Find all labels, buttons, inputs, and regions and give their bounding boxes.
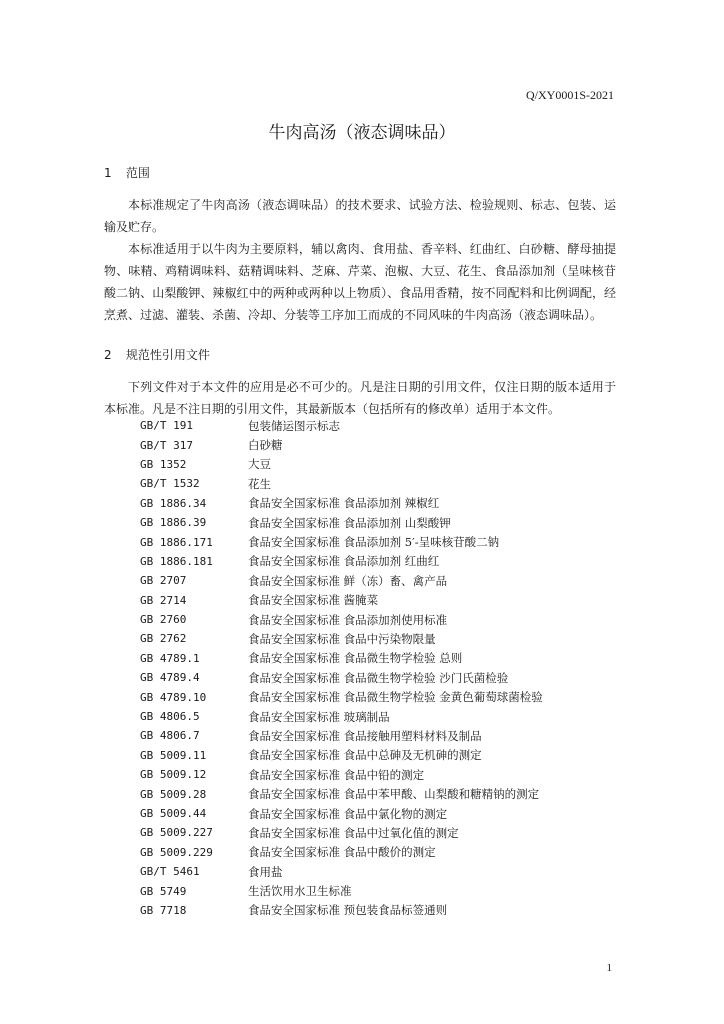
reference-item [140,494,543,513]
reference-name: 食品安全国家标准 食品中污染物限量 [248,631,436,646]
reference-item [140,707,543,726]
reference-name: 食品安全国家标准 食品微生物学检验 沙门氏菌检验 [248,670,509,685]
reference-code: GB 1352 [140,457,187,471]
reference-item [140,668,543,687]
reference-code: GB 4789.1 [140,651,200,665]
reference-code: GB 5009.229 [140,845,213,859]
reference-item [140,843,543,862]
reference-item [140,687,543,706]
reference-name: 食品安全国家标准 食品接触用塑料材料及制品 [248,728,482,743]
section-1-title: 范围 [125,166,150,180]
reference-name: 食用盐 [248,864,283,879]
reference-code: GB 4789.4 [140,671,200,685]
reference-item [140,629,543,648]
reference-code: GB 5009.227 [140,826,213,840]
reference-code: GB 1886.39 [140,516,207,530]
reference-name: 食品安全国家标准 食品中苯甲酸、山梨酸和糖精钠的测定 [248,787,540,802]
reference-name: 食品安全国家标准 鲜（冻）畜、禽产品 [248,573,448,588]
reference-code: GB/T 191 [140,419,193,433]
reference-name: 食品安全国家标准 食品添加剂 辣椒红 [248,496,440,511]
reference-code: GB 4806.7 [140,729,200,743]
reference-code: GB 5009.11 [140,748,207,762]
reference-code: GB 2707 [140,574,187,588]
reference-item [140,435,543,454]
reference-code: GB 1886.34 [140,496,207,510]
reference-code: GB/T 1532 [140,477,200,491]
reference-name: 食品安全国家标准 食品中过氧化值的测定 [248,825,459,840]
reference-name: 大豆 [248,457,271,472]
reference-code: GB 5749 [140,884,187,898]
reference-code: GB 4789.10 [140,690,207,704]
reference-name: 食品安全国家标准 食品中铅的测定 [248,767,425,782]
reference-name: 食品安全国家标准 食品中总砷及无机砷的测定 [248,748,482,763]
reference-code: GB 7718 [140,903,187,917]
reference-code: GB 5009.12 [140,768,207,782]
reference-item [140,552,543,571]
reference-name: 食品安全国家标准 食品中酸价的测定 [248,845,436,860]
reference-item [140,649,543,668]
section-2-number: 2 [104,348,112,362]
reference-item [140,726,543,745]
reference-name: 花生 [248,476,271,491]
reference-code: GB/T 317 [140,438,193,452]
page-number: 1 [606,962,612,974]
section-1-heading [104,164,150,181]
reference-item [140,532,543,551]
reference-name: 食品安全国家标准 食品微生物学检验 总则 [248,651,463,666]
reference-name: 食品安全国家标准 食品中氯化物的测定 [248,806,448,821]
reference-code: GB 2762 [140,632,187,646]
section-1-paragraph-2: 本标准适用于以牛肉为主要原料，辅以禽肉、食用盐、香辛料、红曲红、白砂糖、酵母抽提物、味精、鸡精调味料、菇精调味料、芝麻、芹菜、泡椒、大豆、花生、食品添加剂（呈味核苷酸二钠、山梨酸钾、辣椒红中的两种或两种以上物质）、食品用香精，按不同配料和比例调配，经烹煮、过滤、灌装、杀菌、冷却、分装等工序加工而成的不同风味的牛肉高汤（液态调味品）。 [104,242,616,322]
section-2-title: 规范性引用文件 [125,348,210,362]
reference-name: 食品安全国家标准 食品添加剂 5′-呈味核苷酸二钠 [248,535,500,550]
reference-name: 包装储运图示标志 [248,418,340,433]
reference-code: GB 5009.44 [140,807,207,820]
reference-item [140,746,543,765]
standard-code: Q/XY0001S-2021 [525,88,614,102]
reference-item [140,513,543,532]
reference-name: 食品安全国家标准 酱腌菜 [248,593,379,608]
reference-item [140,416,543,435]
reference-item [140,901,543,920]
section-1-number: 1 [104,166,112,180]
reference-item [140,455,543,474]
reference-code: GB 2760 [140,613,187,627]
section-2-heading [104,346,210,363]
reference-name: 食品安全国家标准 食品添加剂使用标准 [248,612,448,627]
reference-code: GB 2714 [140,593,187,607]
reference-item [140,610,543,629]
reference-name: 食品安全国家标准 预包装食品标签通则 [248,903,448,918]
reference-name: 食品安全国家标准 食品微生物学检验 金黄色葡萄球菌检验 [248,690,543,705]
reference-name: 生活饮用水卫生标准 [248,884,352,899]
reference-item [140,804,543,823]
reference-code: GB 1886.171 [140,535,213,549]
reference-list [140,416,543,920]
reference-name: 食品安全国家标准 玻璃制品 [248,709,390,724]
reference-item [140,571,543,590]
reference-item [140,591,543,610]
reference-item [140,823,543,842]
reference-name: 食品安全国家标准 食品添加剂 红曲红 [248,554,440,569]
reference-item [140,784,543,803]
reference-item [140,862,543,881]
reference-item [140,474,543,493]
reference-item [140,881,543,900]
reference-name: 食品安全国家标准 食品添加剂 山梨酸钾 [248,515,451,530]
section-2-intro: 下列文件对于本文件的应用是必不可少的。凡是注日期的引用文件，仅注日期的版本适用于本标准。凡是不注日期的引用文件，其最新版本（包括所有的修改单）适用于本文件。 [104,380,616,416]
reference-code: GB 4806.5 [140,710,200,724]
document-title: 牛肉高汤（液态调味品） [268,123,456,143]
reference-code: GB 1886.181 [140,554,213,568]
section-1-paragraph-1: 本标准规定了牛肉高汤（液态调味品）的技术要求、试验方法、检验规则、标志、包装、运输及贮存。 [104,198,616,234]
reference-item [140,765,543,784]
reference-name: 白砂糖 [248,438,283,453]
reference-code: GB 5009.28 [140,787,207,801]
reference-code: GB/T 5461 [140,865,200,879]
